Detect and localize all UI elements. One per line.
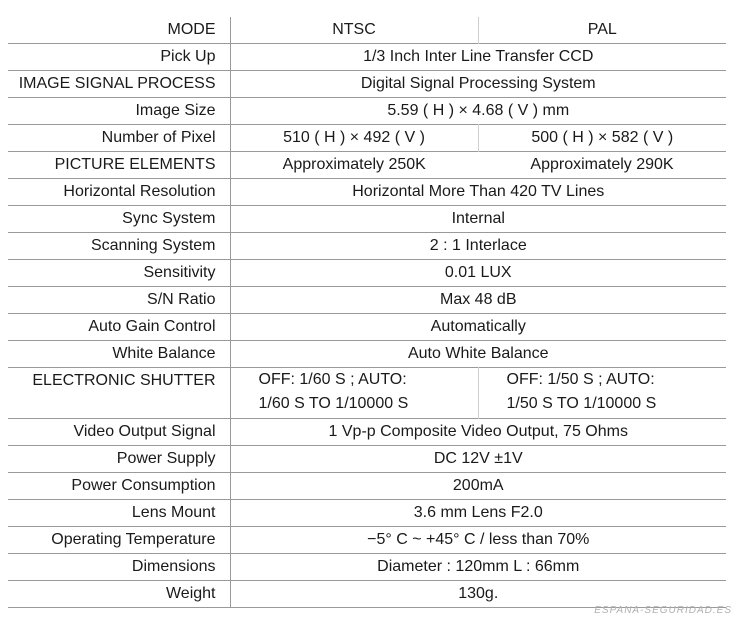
row-agc (8, 314, 726, 341)
shutter-ntsc-line1: OFF: 1/60 S ; AUTO: (258, 371, 407, 388)
dimensions-value: Diameter : 120mm L : 66mm (230, 554, 726, 581)
row-lens (8, 500, 726, 527)
sync-label: Sync System (8, 206, 230, 233)
lens-value: 3.6 mm Lens F2.0 (230, 500, 726, 527)
row-temp (8, 527, 726, 554)
sensitivity-value: 0.01 LUX (230, 260, 726, 287)
sensitivity-label: Sensitivity (8, 260, 230, 287)
scan-value: 2 : 1 Interlace (230, 233, 726, 260)
row-power (8, 446, 726, 473)
row-hres (8, 179, 726, 206)
watermark: ESPANA-SEGURIDAD.ES (594, 605, 732, 616)
row-consumption (8, 473, 726, 500)
lens-label: Lens Mount (8, 500, 230, 527)
consumption-value: 200mA (230, 473, 726, 500)
mode-label: MODE (8, 17, 230, 44)
temp-value: −5° C ~ +45° C / less than 70% (230, 527, 726, 554)
image-size-label: Image Size (8, 98, 230, 125)
pixels-pal: 500 ( H ) × 582 ( V ) (478, 125, 726, 152)
row-picture (8, 152, 726, 179)
temp-label: Operating Temperature (8, 527, 230, 554)
picture-ntsc: Approximately 250K (230, 152, 478, 179)
wb-label: White Balance (8, 341, 230, 368)
row-mode (8, 17, 726, 44)
agc-label: Auto Gain Control (8, 314, 230, 341)
image-size-value: 5.59 ( H ) × 4.68 ( V ) mm (230, 98, 726, 125)
row-shutter (8, 368, 726, 419)
isp-label: IMAGE SIGNAL PROCESS (8, 71, 230, 98)
row-isp (8, 71, 726, 98)
shutter-pal-line1: OFF: 1/50 S ; AUTO: (506, 371, 655, 388)
scan-label: Scanning System (8, 233, 230, 260)
picture-label: PICTURE ELEMENTS (8, 152, 230, 179)
shutter-label: ELECTRONIC SHUTTER (8, 368, 230, 419)
sync-value: Internal (230, 206, 726, 233)
hres-label: Horizontal Resolution (8, 179, 230, 206)
row-dimensions (8, 554, 726, 581)
row-video (8, 419, 726, 446)
dimensions-label: Dimensions (8, 554, 230, 581)
hres-value: Horizontal More Than 420 TV Lines (230, 179, 726, 206)
row-pixels (8, 125, 726, 152)
row-sync (8, 206, 726, 233)
shutter-ntsc-line2: 1/60 S TO 1/10000 S (258, 395, 409, 412)
row-sensitivity (8, 260, 726, 287)
row-scan (8, 233, 726, 260)
power-label: Power Supply (8, 446, 230, 473)
pickup-label: Pick Up (8, 44, 230, 71)
shutter-pal (478, 368, 726, 419)
pixels-label: Number of Pixel (8, 125, 230, 152)
spec-table (8, 17, 726, 608)
pickup-value: 1/3 Inch Inter Line Transfer CCD (230, 44, 726, 71)
wb-value: Auto White Balance (230, 341, 726, 368)
weight-value: 130g. (230, 581, 726, 608)
video-label: Video Output Signal (8, 419, 230, 446)
row-sn (8, 287, 726, 314)
power-value: DC 12V ±1V (230, 446, 726, 473)
shutter-pal-line2: 1/50 S TO 1/10000 S (506, 395, 657, 412)
agc-value: Automatically (230, 314, 726, 341)
picture-pal: Approximately 290K (478, 152, 726, 179)
row-pickup (8, 44, 726, 71)
row-image-size (8, 98, 726, 125)
shutter-ntsc (230, 368, 478, 419)
sn-label: S/N Ratio (8, 287, 230, 314)
pixels-ntsc: 510 ( H ) × 492 ( V ) (230, 125, 478, 152)
isp-value: Digital Signal Processing System (230, 71, 726, 98)
row-weight (8, 581, 726, 608)
weight-label: Weight (8, 581, 230, 608)
sn-value: Max 48 dB (230, 287, 726, 314)
video-value: 1 Vp-p Composite Video Output, 75 Ohms (230, 419, 726, 446)
consumption-label: Power Consumption (8, 473, 230, 500)
ntsc-header: NTSC (230, 17, 478, 44)
row-wb (8, 341, 726, 368)
pal-header: PAL (587, 21, 617, 38)
